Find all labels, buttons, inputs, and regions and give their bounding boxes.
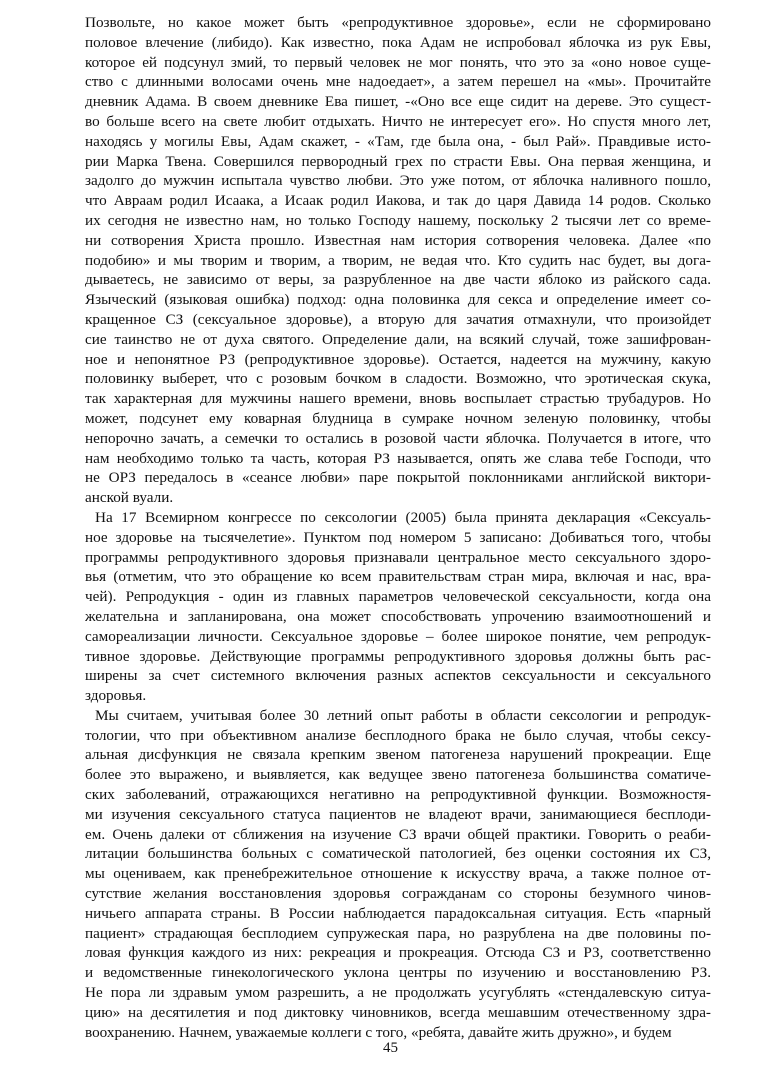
text-line: здоровья. (85, 687, 147, 705)
text-line: может, подсунет ему коварная блудница в сумраке ночном зеленую половинку, чтобы (85, 409, 711, 427)
text-line: и ведомственные гинекологического уклона центры по изучению и восстановлению РЗ. (85, 964, 711, 982)
text-line: ширены за счет системного включения разных аспектов сексуальности и сексуального (85, 667, 711, 685)
text-line: более это выражено, и выявляется, как ведущее звено патогенеза большинства соматиче- (85, 766, 711, 784)
text-line: половое влечение (либидо). Как известно, пока Адам не испробовал яблочка из рук Евы, (85, 33, 711, 51)
text-line: Не пора ли здравым умом разрешить, а не продолжать усугублять «стендалевскую ситуа- (85, 984, 711, 1002)
text-line: анской вуали. (85, 489, 174, 507)
text-line: Позвольте, но какое может быть «репродуктивное здоровье», если не сформировано (85, 14, 711, 31)
text-line: желательна и запланирована, она может способствовать упрочению взаимоотношений и (85, 607, 711, 625)
text-line: кращенное СЗ (сексуальное здоровье), а вторую для зачатия отмахнули, что произойдет (85, 310, 711, 328)
text-line: Мы считаем, учитывая более 30 летний опыт работы в области сексологии и репродук- (95, 706, 711, 724)
text-line: во больше всего на свете любит отдыхать. Ничто не интересует его». Но спустя много лет, (85, 112, 711, 130)
text-line: задолго до мужчин испытала чувство любви. Это уже потом, от яблочка наливного пошло, (85, 172, 711, 190)
text-line: нам необходимо только та часть, которая РЗ называется, опять же слава тебе Господи, что (85, 449, 711, 467)
text-line: программы репродуктивного здоровья признавали центральное место сексуального здоро- (85, 548, 711, 566)
text-line: ное здоровье на тысячелетие». Пунктом под номером 5 записано: Добиваться того, чтобы (85, 528, 711, 546)
text-line: На 17 Всемирном конгрессе по сексологии (2005) была принята декларация «Сексуаль- (95, 508, 711, 526)
text-line: ловая функция каждого из них: рекреация и прокреация. Отсюда СЗ и РЗ, соответственно (85, 944, 711, 962)
text-line: альная дисфункция не связала крепким звеном патогенеза нарушений прокреации. Еще (85, 746, 711, 764)
text-line: пациент» страдающая бесплодием супружеская пара, но разрублена на две половины по- (85, 924, 711, 942)
text-line: сие таинство не от духа святого. Определение дали, на всякий случай, тоже зашифрован- (85, 330, 711, 348)
text-line: ми изучения сексуального статуса пациентов не владеют врачи, занимающиеся бесплоди- (85, 805, 711, 823)
text-body (85, 13, 711, 1042)
text-line: так характерная для мужчины нашего времени, вновь воспылает страстью трубадуров. Но (85, 390, 711, 408)
text-line: воохранению. Начнем, уважаемые коллеги с того, «ребята, давайте жить дружно», и будем (85, 1023, 672, 1041)
text-line: подобию» и мы творим и творим, а творим, не ведая что. Кто судить нас будет, вы дога- (85, 251, 711, 269)
text-line: что Авраам родил Исаака, а Исаак родил Иакова, и так до царя Давида 14 родов. Сколько (85, 192, 711, 210)
text-line: ство с длинными волосами очень мне надоедает», а затем перешел на «мы». Прочитайте (85, 73, 711, 91)
text-line: чей). Репродукция - один из главных параметров человеческой сексуальности, когда она (85, 588, 711, 606)
paragraph (85, 706, 711, 1043)
text-line: половинку выберет, что с розовым бочком в сладости. Возможно, что эротическая скука, (85, 370, 711, 388)
text-line: тологии, что при объективном анализе бесплодного брака не было случая, чтобы сексу- (85, 726, 711, 744)
text-line: рии Марка Твена. Совершился первородный грех по страсти Евы. Она первая женщина, и (85, 152, 711, 170)
text-line: дываетесь, не зависимо от веры, за разрубленное на две части яблоко из райского сада. (85, 271, 711, 289)
text-line: Языческий (языковая ошибка) подход: одна половинка для секса и определение имеет со- (85, 291, 711, 309)
text-line: не ОРЗ передалось в «сеансе любви» паре покрытой поклонниками английской виктори- (85, 469, 711, 487)
text-line: тивное здоровье. Действующие программы репродуктивного здоровья должны быть рас- (85, 647, 711, 665)
text-line: ем. Очень далеки от сближения на изучение СЗ врачи общей практики. Говорить о реаби- (85, 825, 711, 843)
text-line: непорочно зачать, а семечки то остались в розовой части яблочка. Получается в итоге, что (85, 429, 711, 447)
text-line: которое ей подсунул змий, то первый человек не мог понять, что это за «оно новое суще- (85, 53, 711, 71)
text-line: сутствие желания восстановления здоровья согражданам со стороны безумного чинов- (85, 885, 711, 903)
text-line: ное и непонятное РЗ (репродуктивное здоровье). Остается, надеется на мужчину, какую (85, 350, 711, 368)
page-number: 45 (383, 1040, 398, 1056)
text-line: их сегодня не известно нам, но только Господу нашему, поскольку 2 тысячи лет со време- (85, 211, 711, 229)
text-line: самореализации личности. Сексуальное здоровье – более широкое понятие, чем репродук- (85, 627, 711, 645)
paragraph (85, 13, 711, 508)
text-line: находясь у могилы Евы, Адам скажет, - «Там, где была она, - был Рай». Правдивые исто- (85, 132, 711, 150)
text-line: литации большинства больных с соматической патологией, без оценки состояния их СЗ, (85, 845, 711, 863)
text-line: ничьего аппарата страны. В России наблюдается парадоксальная ситуация. Есть «парный (85, 904, 711, 922)
text-line: вья (отметим, что это обращение ко всем правительствам стран мира, включая и нас, вра- (85, 568, 711, 586)
text-line: ни сотворения Христа прошло. Известная нам история сотворения человека. Далее «по (85, 231, 711, 249)
text-line: дневник Адама. В своем дневнике Ева пишет, -«Оно все еще сидит на дереве. Это сущест- (85, 93, 711, 111)
text-line: ских заболеваний, отражающихся негативно на репродуктивной функции. Возможностя- (85, 786, 711, 804)
text-line: мы оцениваем, как пренебрежительное отношение к искусству врача, а также полное от- (85, 865, 711, 883)
paragraph (85, 508, 711, 706)
text-line: цию» на десятилетия и под диктовку чиновников, всегда мешавшим отечественному здра- (85, 1003, 711, 1021)
